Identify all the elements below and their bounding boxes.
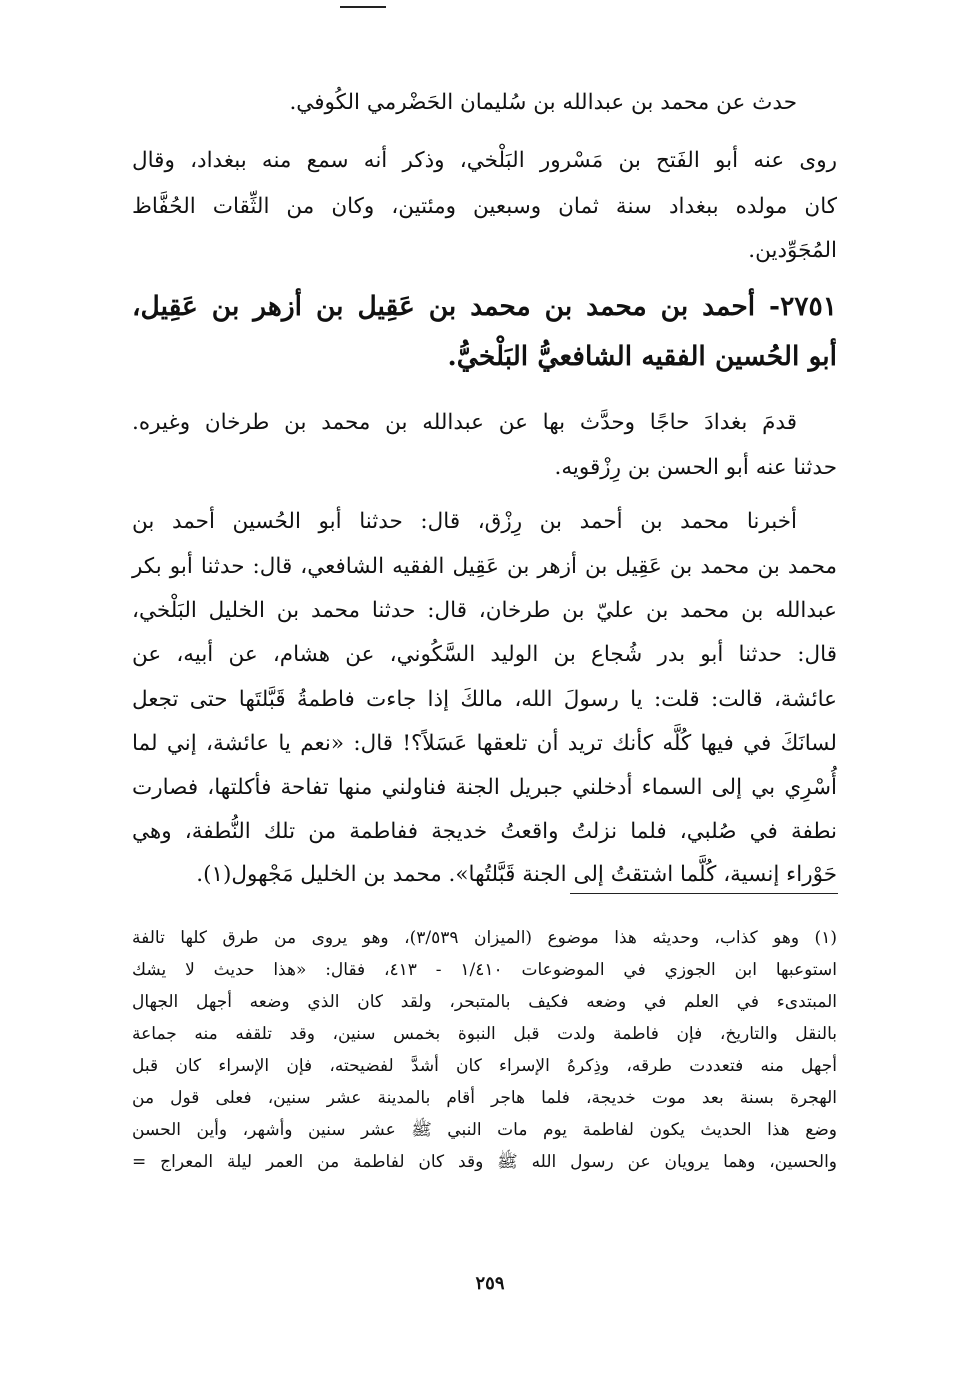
footnote-line: أجهل منه فتعددت طرقه، وذِكرهُ الإسراء كان أشدَّ لفضيحته، فإن الإسراء كان قبل <box>132 1056 837 1076</box>
text-line: المُجَوِّدين. <box>748 238 837 263</box>
text-line: أخبرنا محمد بن أحمد بن رِزْق، قال: حدثنا أبو الحُسين أحمد بن <box>132 509 797 534</box>
footnote-line: المبتدىء في العلم في وضعه فكيف بالمتبحر، ولقد كان الذي وضعه أجهل الجهال <box>132 992 837 1012</box>
text-line: عبدالله بن محمد بن عليّ بن طرخان، قال: حدثنا محمد بن الخليل البَلْخي، <box>132 598 837 623</box>
text-line: محمد بن محمد بن عَقِيل بن أزهر بن عَقِيل الفقيه الشافعي، قال: حدثنا أبو بكر <box>132 554 837 579</box>
text-line: حدثنا عنه أبو الحسن بن رِزْقويه. <box>554 455 837 480</box>
footnote-line: الهجرة بسنة بعد موت خديجة، فلما هاجر أقام بالمدينة عشر سنين، فعلى قول من <box>132 1088 837 1108</box>
footnote-line: والحسين، وهما يرويان عن رسول الله ﷺ وقد كان لفاطمة من العمر ليلة المعراج = <box>132 1152 837 1172</box>
footnote-divider <box>570 893 838 894</box>
text-line: حدث عن محمد بن عبدالله بن سُليمان الحَضْرمي الكُوفي. <box>289 90 797 115</box>
footnote-line: وضع هذا الحديث يكون لفاطمة يوم مات النبي ﷺ عشر سنين وأشهر، وأين الحسن <box>132 1120 837 1140</box>
text-line: قدمَ بغدادَ حاجًا وحدَّث بها عن عبدالله بن محمد بن طرخان وغيره. <box>132 410 797 435</box>
text-line: قال: حدثنا أبو بدر شُجاع بن الوليد السَّكُوني، عن هشام، عن أبيه، عن <box>132 642 837 667</box>
footnote-line: بالنقل والتاريخ، فإن فاطمة ولدت قبل النبوة بخمس سنين، وقد تلقفه منه جماعة <box>132 1024 837 1044</box>
footnote-line: (١) وهو كذاب، وحديثه هذا موضوع (الميزان ٣/٥٣٩)، وهو يروى من طرق كلها تالفة <box>132 928 837 948</box>
text-line: أُسْرِي بي إلى السماء أدخلني جبريل الجنة فناولني منها تفاحة فأكلتها، فصارت <box>132 775 837 800</box>
text-line: نطفة في صُلبي، فلما نزلتُ واقعتُ خديجة ففاطمة من تلك النُّطفة، وهي <box>132 819 837 844</box>
entry-heading: أبو الحُسين الفقيه الشافعيُّ البَلْخيُّ. <box>447 341 837 372</box>
footnote-line: استوعبها ابن الجوزي في الموضوعات ١/٤١٠ - ٤١٣، فقال: «هذا حديث لا يشك <box>132 960 837 980</box>
text-line: حَوْراء إنسية، كُلَّما اشتقتُ إلى الجنة قَبَّلتُها». محمد بن الخليل مَجْهول(١). <box>196 862 837 887</box>
text-line: لسانَكَ في فيها كُلَّه كأنك تريد أن تلعقها عَسَلاً؟! قال: «نعم يا عائشة، إني لما <box>132 731 837 756</box>
entry-heading: ٢٧٥١- أحمد بن محمد بن محمد بن عَقِيل بن أزهر بن عَقِيل، <box>132 291 837 322</box>
page-number: ٢٥٩ <box>475 1273 505 1294</box>
text-line: كان مولده ببغداد سنة ثمان وسبعين ومئتين، وكان من الثِّقات الحُفَّاظ <box>132 194 837 219</box>
text-line: روى عنه أبو الفَتح بن مَسْرور البَلْخي، وذكر أنه سمع منه ببغداد، وقال <box>132 148 837 173</box>
top-scan-mark <box>340 6 386 8</box>
text-line: عائشة، قالت: قلت: يا رسولَ الله، مالكَ إذا جاءت فاطمةُ قَبَّلتَها حتى تجعل <box>132 687 837 712</box>
